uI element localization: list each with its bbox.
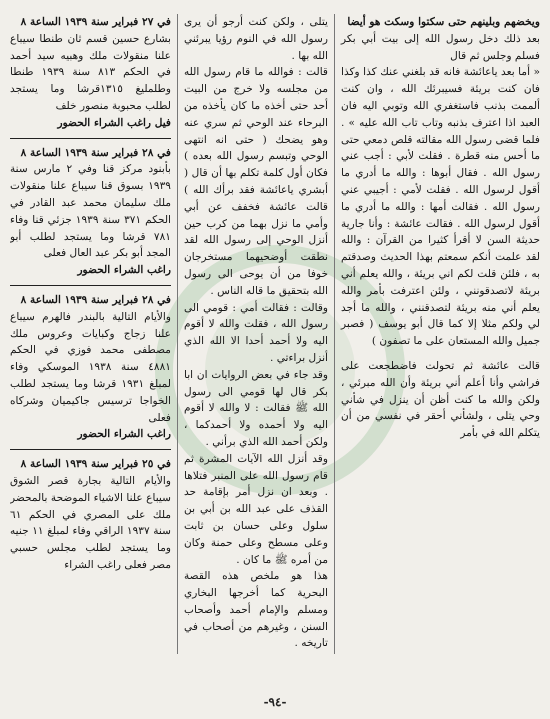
column-lead: ويخضهم وبلينهم حتى سكتوا وسكت هو أيضا bbox=[347, 16, 540, 28]
column-left bbox=[10, 14, 177, 654]
column-middle bbox=[177, 14, 335, 654]
notice-closing: فيل راغب الشراء الحضور bbox=[57, 116, 171, 129]
notice-closing: راغب الشراء الحضور bbox=[77, 264, 171, 277]
paragraph: بعد ذلك دخل رسول الله إلى بيت أبي بكر فسلم وجلس ثم قال bbox=[341, 32, 540, 62]
divider bbox=[10, 449, 171, 450]
notice-entry bbox=[10, 14, 171, 132]
paragraph: وقد جاء في بعض الروايات ان ابا بكر قال لها قومي الى رسول الله ﷺ فقالت : لا والله لا أقوم اليه ولا أحمده ولا أحمدكما ، ولكن أحمد الله الذي برأني . bbox=[184, 368, 328, 448]
notice-entry bbox=[10, 292, 171, 443]
notice-entry bbox=[10, 145, 171, 279]
notice-entry bbox=[10, 456, 171, 574]
notice-date: في ٢٨ فبراير سنة ١٩٣٩ الساعة ٨ bbox=[20, 146, 171, 159]
paragraph: وقالت : فقالت أمي : قومي الى رسول الله ، فقلت والله لا أقوم اليه ولا أحمد أحدا الا الله الذي أنزل براءتي . bbox=[184, 301, 328, 364]
paragraph: قالت عائشة ثم تحولت فاضطجعت على فراشي وأنا أعلم أني بريئة وأن الله مبرئي ، ولكن والله ما كنت أظن أن ينزل في شأني وحي يتلى ، ولشأني أحقر في نفسي من أن يتكلم الله في بأمر bbox=[341, 359, 540, 440]
notice-date: في ٢٨ فبراير سنة ١٩٣٩ الساعة ٨ bbox=[20, 293, 171, 306]
divider bbox=[10, 138, 171, 139]
notice-body: والأيام التالية بالبندر فالهرم سيباع علنا زجاج وكبايات وعروس ملك مصطفى محمد فوزي في الحكم ٤٨٨١ سنة ١٩٣٨ الموسكي وفاء لمبلغ ١٩٣١ قرشا وما يستجد لطلب الخواجا ترسيس جاكيميان وشركاه فعلى bbox=[10, 310, 172, 424]
notice-date: في ٢٥ فبراير سنة ١٩٣٩ الساعة ٨ bbox=[20, 458, 171, 471]
notice-date: في ٢٧ فبراير سنة ١٩٣٩ الساعة ٨ bbox=[20, 16, 171, 28]
paragraph: « أما بعد ياعائشة فانه قد بلغني عنك كذا وكذا فان كنت بريئة فسيبرئك الله ، وان كنت ألممت بذنب فاستغفري الله وتوبي اليه فان العبد اذا اعترف بذنبه وتاب تاب الله عليه » . فلما قضى رسول الله مقالته قلص دمعي حتى ما أحس منه قطرة . فقلت لأبي : أجب عني رسول الله . فقال أبوها : والله ما أدري ما أقول لرسول الله . فقلت لأمي : أجيبي عني رسول الله . فقالت أمها : والله ما أدري ما أقول لرسول الله . فقالت عائشة : وأنا جارية حديثة السن لا أقرأ كثيرا من القرآن : والله لقد علمت أنكم سمعتم بهذا الحديث وصدقتم به ، فلئن قلت لكم اني بريئة ، والله يعلم أني بريئة لاتصدقونني ، ولئن اعترفت بأمر والله يعلم أني منه بريئة لتصدقنني ، والله ما أجد لي ولكم مثلا إلا كما قال أبو يوسف ( فصبر جميل والله المستعان على ما تصفون ) bbox=[341, 66, 540, 348]
paragraph: يتلى ، ولكن كنت أرجو أن يرى رسول الله في النوم رؤيا يبرئني الله بها . bbox=[184, 16, 328, 62]
page-number: -٩٤- bbox=[263, 695, 287, 709]
notice-body: بأبنود مركز قنا وفي ٢ مارس سنة ١٩٣٩ بسوق قنا سيباع علنا منقولات ملك سليمان محمد عبد القادر في الحكم ٣٧١ سنة ١٩٣٩ جزئي قنا وفاء ٧٨١ قرشا وما يستجد لطلب أبو المجد أبو بكر عبد العال فعلى bbox=[10, 163, 171, 260]
notice-body: والأيام التالية بجارة قصر الشوق سيباع علنا الاشياء الموضحة بالمحضر ملك على المصري في الحكم ٦١ سنة ١٩٣٧ الراقي وفاء لمبلغ ١١ جنيه وما يستجد لطلب مجلس حسبي مصر فعلى راغب الشراء bbox=[10, 474, 171, 571]
column-right bbox=[335, 14, 540, 654]
divider bbox=[10, 285, 171, 286]
notice-closing: راغب الشراء الحضور bbox=[77, 428, 171, 441]
paragraph: قالت : فوالله ما قام رسول الله من مجلسه ولا خرج من البيت أحد حتى أخذه ما كان يأخذه من البرحاء عند الوحي ثم سري عنه وهو يضحك ( حتى انه انتهى الوحي وتبسم رسول الله بعده ) فكان أول كلمة تكلم بها أن قال ( أبشري ياعائشة فقد برأك الله ) قالت عائشة فخفف عن أبي وأمي ما نزل بهما من كرب حين أنزل الوحي إلى رسول الله لقد نطقت أوضحيهما مستخرجان خوفا من أن يوحى الى رسول الله بتحقيق ما قاله الناس . bbox=[184, 66, 328, 297]
text-columns bbox=[10, 14, 540, 654]
paragraph: وقد أنزل الله الآيات المشرة ثم قام رسول الله على المنبر فتلاها . وبعد ان نزل أمر بإقامة حد القذف على عبد الله بن أبي بن سلول وعلى حسان بن ثابت وعلى مسطح وعلى حمنة وكان من أمره ﷺ ما كان . bbox=[184, 452, 328, 566]
paragraph: هذا هو ملخص هذه القصة البحرية كما أخرجها البخاري ومسلم والإمام أحمد وأصحاب السنن ، وغيرهم من أصحاب في تاريخه . bbox=[184, 570, 328, 650]
notice-body: بشارع حسين قسم ثان طنطا سيباع علنا منقولات ملك وهبيه سيد أحمد في الحكم ٨١٣ سنة ١٩٣٩ طنطا وطلمليغ ١٣١٥قرشا وما يستجد لطلب محبوبة منصور خلف bbox=[10, 32, 172, 112]
